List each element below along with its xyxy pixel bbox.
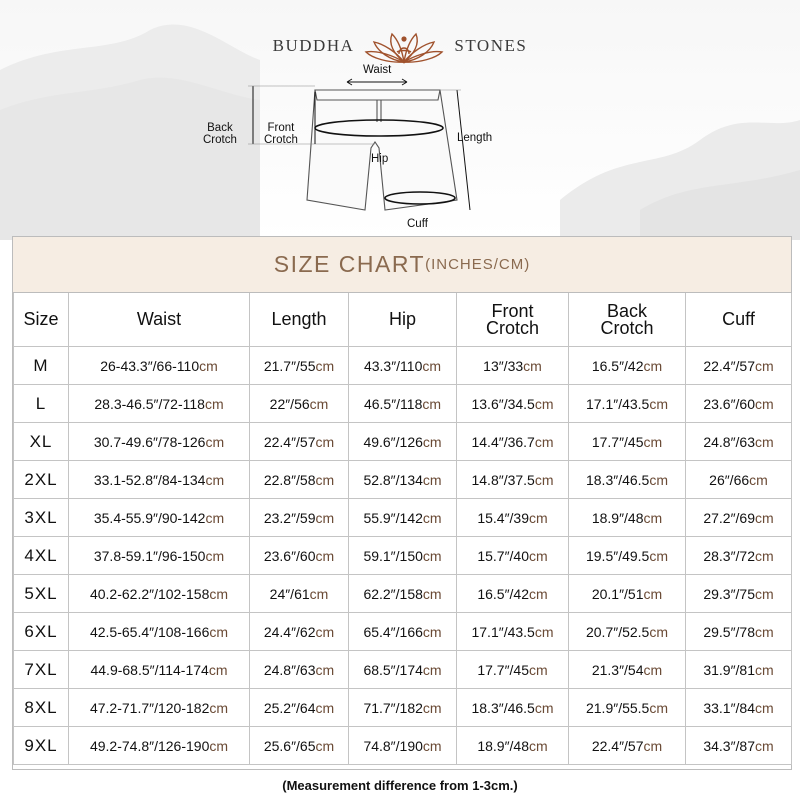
cell-waist — [69, 613, 250, 651]
cell-value: 5XL — [24, 583, 58, 603]
cell-waist — [69, 651, 250, 689]
unit-cm: cm — [315, 433, 335, 450]
cell-front-crotch — [457, 537, 569, 575]
size-chart-body — [14, 347, 792, 765]
cell-value: 43.3″/110 — [363, 357, 423, 374]
cell-value: M — [33, 355, 49, 375]
cell-length — [250, 499, 349, 537]
cell-waist — [69, 461, 250, 499]
cell-value: 20.7″/52.5 — [585, 623, 650, 640]
unit-cm: cm — [315, 699, 335, 716]
cell-front-crotch — [457, 651, 569, 689]
cell-size — [14, 689, 69, 727]
table-row — [14, 347, 792, 385]
cell-value: 52.8″/134 — [363, 471, 423, 488]
cell-value: 14.8″/37.5 — [471, 471, 535, 488]
cell-value: 65.4″/166 — [363, 623, 423, 640]
header-back-crotch-line1: Back — [606, 300, 648, 321]
cell-back-crotch — [569, 613, 686, 651]
cell-value: 30.7-49.6″/78-126 — [93, 433, 206, 450]
cell-length — [250, 613, 349, 651]
cell-value: 17.7″/45 — [477, 661, 529, 678]
unit-cm: cm — [534, 623, 554, 640]
cell-hip — [349, 347, 457, 385]
cell-back-crotch — [569, 689, 686, 727]
cell-value: 27.2″/69 — [703, 509, 755, 526]
cell-value: 34.3″/87 — [703, 737, 755, 754]
cell-value: 22″/56 — [269, 395, 310, 412]
cell-cuff — [686, 651, 792, 689]
cell-value: 31.9″/81 — [703, 661, 755, 678]
unit-cm: cm — [755, 661, 774, 678]
cell-length — [250, 537, 349, 575]
header-cuff — [686, 293, 792, 347]
cell-hip — [349, 727, 457, 765]
unit-cm: cm — [422, 547, 442, 564]
shorts-measurement-diagram — [195, 60, 525, 235]
unit-cm: cm — [529, 737, 548, 754]
cell-value: 25.2″/64 — [263, 699, 316, 716]
unit-cm: cm — [315, 357, 335, 374]
cell-back-crotch — [569, 499, 686, 537]
front-crotch-label-line1: Front — [267, 122, 295, 134]
cell-value: 18.3″/46.5 — [471, 699, 535, 716]
unit-cm: cm — [755, 585, 774, 602]
cuff-label: Cuff — [407, 218, 428, 230]
unit-cm: cm — [534, 395, 554, 412]
cell-waist — [69, 689, 250, 727]
cell-waist — [69, 537, 250, 575]
cell-value: 42.5-65.4″/108-166 — [89, 623, 210, 640]
cell-waist — [69, 575, 250, 613]
cell-value: 22.4″/57 — [263, 433, 316, 450]
cell-value: 16.5″/42 — [591, 357, 644, 374]
cell-length — [250, 651, 349, 689]
cell-value: 15.4″/39 — [477, 509, 529, 526]
cell-hip — [349, 689, 457, 727]
cell-value: 24.4″/62 — [263, 623, 316, 640]
header-front-crotch — [457, 293, 569, 347]
unit-cm: cm — [529, 547, 548, 564]
unit-cm: cm — [534, 699, 554, 716]
cell-cuff — [686, 461, 792, 499]
size-chart-title — [13, 237, 791, 293]
table-row — [14, 385, 792, 423]
unit-cm: cm — [199, 357, 218, 374]
unit-cm: cm — [315, 737, 335, 754]
cell-value: 24″/61 — [269, 585, 310, 602]
cell-value: 71.7″/182 — [363, 699, 423, 716]
cell-value: 21.9″/55.5 — [585, 699, 650, 716]
measurement-footnote: (Measurement difference from 1-3cm.) — [282, 778, 518, 793]
cell-value: 49.2-74.8″/126-190 — [89, 737, 210, 754]
unit-cm: cm — [523, 357, 542, 374]
unit-cm: cm — [755, 699, 774, 716]
cell-size — [14, 727, 69, 765]
cell-value: 25.6″/65 — [263, 737, 316, 754]
cell-back-crotch — [569, 347, 686, 385]
cell-cuff — [686, 689, 792, 727]
cell-value: 23.6″/60 — [703, 395, 755, 412]
cell-cuff — [686, 613, 792, 651]
cell-front-crotch — [457, 461, 569, 499]
cell-value: 18.9″/48 — [477, 737, 529, 754]
cell-value: 55.9″/142 — [363, 509, 423, 526]
unit-cm: cm — [422, 471, 442, 488]
cell-waist — [69, 385, 250, 423]
cell-back-crotch — [569, 423, 686, 461]
lotus-meditation-icon — [364, 28, 444, 64]
cell-length — [250, 727, 349, 765]
unit-cm: cm — [315, 471, 335, 488]
cell-cuff — [686, 423, 792, 461]
unit-cm: cm — [209, 737, 229, 754]
unit-cm: cm — [422, 661, 442, 678]
back-crotch-label-line1: Back — [207, 122, 233, 134]
table-row — [14, 537, 792, 575]
cell-value: 29.5″/78 — [703, 623, 755, 640]
cell-waist — [69, 347, 250, 385]
table-row — [14, 499, 792, 537]
cell-front-crotch — [457, 613, 569, 651]
cell-front-crotch — [457, 575, 569, 613]
cell-value: 19.5″/49.5 — [585, 547, 650, 564]
header-size-line1: Size — [23, 309, 59, 329]
cell-cuff — [686, 727, 792, 765]
cell-value: 22.4″/57 — [703, 357, 755, 374]
header-cuff-line1: Cuff — [722, 309, 755, 329]
cell-value: 20.1″/51 — [591, 585, 644, 602]
unit-cm: cm — [649, 547, 668, 564]
cell-value: 33.1″/84 — [703, 699, 755, 716]
unit-cm: cm — [529, 585, 548, 602]
unit-cm: cm — [309, 585, 329, 602]
header-waist — [69, 293, 250, 347]
cell-value: 6XL — [24, 621, 58, 641]
unit-cm: cm — [422, 585, 442, 602]
cell-hip — [349, 461, 457, 499]
unit-cm: cm — [205, 547, 225, 564]
cell-value: 49.6″/126 — [363, 433, 423, 450]
header-back-crotch-line2: Crotch — [600, 317, 654, 338]
cell-cuff — [686, 499, 792, 537]
cell-back-crotch — [569, 385, 686, 423]
cell-front-crotch — [457, 423, 569, 461]
cell-value: 2XL — [24, 469, 58, 489]
cell-value: XL — [29, 431, 53, 451]
unit-cm: cm — [208, 661, 228, 678]
cell-cuff — [686, 575, 792, 613]
header-hip-line1: Hip — [388, 309, 416, 329]
unit-cm: cm — [755, 357, 774, 374]
cell-value: 18.9″/48 — [591, 509, 644, 526]
cell-value: 14.4″/36.7 — [471, 433, 535, 450]
unit-cm: cm — [529, 661, 548, 678]
size-chart-header-row — [14, 293, 792, 347]
cell-value: 46.5″/118 — [363, 395, 423, 412]
brand-name-right: STONES — [454, 36, 528, 55]
cell-back-crotch — [569, 537, 686, 575]
cell-waist — [69, 727, 250, 765]
unit-cm: cm — [643, 357, 663, 374]
table-row — [14, 461, 792, 499]
unit-cm: cm — [422, 623, 442, 640]
cell-value: 23.6″/60 — [263, 547, 316, 564]
cell-value: 26-43.3″/66-110 — [100, 357, 200, 374]
cell-value: 17.1″/43.5 — [585, 395, 650, 412]
cell-waist — [69, 499, 250, 537]
unit-cm: cm — [749, 471, 768, 488]
cell-value: 24.8″/63 — [703, 433, 755, 450]
cell-hip — [349, 537, 457, 575]
cell-back-crotch — [569, 727, 686, 765]
unit-cm: cm — [422, 433, 442, 450]
table-row — [14, 613, 792, 651]
cell-value: 28.3″/72 — [703, 547, 755, 564]
unit-cm: cm — [755, 433, 774, 450]
cell-value: 22.8″/58 — [263, 471, 316, 488]
header-hip — [349, 293, 457, 347]
cell-value: 13.6″/34.5 — [471, 395, 535, 412]
cell-hip — [349, 499, 457, 537]
cell-size — [14, 575, 69, 613]
cell-cuff — [686, 385, 792, 423]
header-waist-line1: Waist — [136, 309, 182, 329]
unit-cm: cm — [755, 547, 774, 564]
cell-value: 16.5″/42 — [477, 585, 529, 602]
table-row — [14, 727, 792, 765]
cell-value: 29.3″/75 — [703, 585, 755, 602]
unit-cm: cm — [643, 661, 663, 678]
unit-cm: cm — [755, 737, 774, 754]
cell-value: 74.8″/190 — [363, 737, 423, 754]
cell-value: 17.1″/43.5 — [471, 623, 535, 640]
cell-value: 26″/66 — [709, 471, 750, 488]
header-back-crotch — [569, 293, 686, 347]
cell-front-crotch — [457, 689, 569, 727]
cell-value: 21.3″/54 — [591, 661, 644, 678]
table-row — [14, 651, 792, 689]
cell-value: 15.7″/40 — [477, 547, 529, 564]
cell-length — [250, 347, 349, 385]
brand-header — [0, 28, 800, 64]
cell-value: 7XL — [24, 659, 58, 679]
cell-size — [14, 613, 69, 651]
cell-size — [14, 499, 69, 537]
header-length-line1: Length — [271, 309, 327, 329]
cell-value: 4XL — [24, 545, 58, 565]
cell-value: L — [35, 393, 47, 413]
cell-front-crotch — [457, 727, 569, 765]
unit-cm: cm — [205, 471, 225, 488]
unit-cm: cm — [205, 433, 225, 450]
cell-length — [250, 461, 349, 499]
cell-size — [14, 537, 69, 575]
cell-value: 28.3-46.5″/72-118 — [94, 395, 205, 412]
unit-cm: cm — [649, 471, 668, 488]
cell-length — [250, 575, 349, 613]
cell-value: 35.4-55.9″/90-142 — [93, 509, 206, 526]
table-row — [14, 689, 792, 727]
length-label: Length — [457, 132, 493, 144]
cell-back-crotch — [569, 651, 686, 689]
unit-cm: cm — [204, 395, 224, 412]
shorts-illustration — [195, 60, 525, 235]
unit-cm: cm — [315, 623, 335, 640]
cell-hip — [349, 613, 457, 651]
unit-cm: cm — [209, 585, 229, 602]
cell-value: 59.1″/150 — [363, 547, 423, 564]
cell-value: 37.8-59.1″/96-150 — [93, 547, 206, 564]
header-front-crotch-line1: Front — [491, 300, 534, 321]
unit-cm: cm — [755, 623, 774, 640]
cell-value: 22.4″/57 — [591, 737, 644, 754]
cell-length — [250, 385, 349, 423]
unit-cm: cm — [422, 699, 442, 716]
cell-value: 40.2-62.2″/102-158 — [89, 585, 210, 602]
size-chart-table — [12, 236, 792, 770]
cell-size — [14, 347, 69, 385]
front-crotch-label — [264, 122, 298, 146]
cell-size — [14, 461, 69, 499]
cell-hip — [349, 423, 457, 461]
cell-front-crotch — [457, 499, 569, 537]
cell-back-crotch — [569, 575, 686, 613]
unit-cm: cm — [643, 509, 663, 526]
unit-cm: cm — [643, 585, 663, 602]
table-row — [14, 575, 792, 613]
unit-cm: cm — [534, 471, 554, 488]
cell-value: 44.9-68.5″/114-174 — [90, 661, 209, 678]
cell-front-crotch — [457, 347, 569, 385]
cell-value: 21.7″/55 — [263, 357, 316, 374]
cell-value: 33.1-52.8″/84-134 — [93, 471, 206, 488]
cell-value: 9XL — [24, 735, 58, 755]
header-length — [250, 293, 349, 347]
unit-cm: cm — [643, 433, 663, 450]
cell-hip — [349, 575, 457, 613]
cell-value: 3XL — [24, 507, 58, 527]
cell-size — [14, 651, 69, 689]
unit-cm: cm — [209, 623, 229, 640]
unit-cm: cm — [315, 661, 335, 678]
unit-cm: cm — [422, 395, 442, 412]
unit-cm: cm — [422, 737, 442, 754]
unit-cm: cm — [529, 509, 548, 526]
unit-cm: cm — [315, 547, 335, 564]
unit-cm: cm — [309, 395, 329, 412]
back-crotch-label — [203, 122, 237, 146]
cell-value: 18.3″/46.5 — [585, 471, 650, 488]
unit-cm: cm — [534, 433, 554, 450]
cell-hip — [349, 385, 457, 423]
cell-value: 17.7″/45 — [591, 433, 644, 450]
cell-cuff — [686, 347, 792, 385]
cell-back-crotch — [569, 461, 686, 499]
unit-cm: cm — [755, 509, 774, 526]
cell-value: 62.2″/158 — [363, 585, 423, 602]
cell-value: 47.2-71.7″/120-182 — [89, 699, 210, 716]
unit-cm: cm — [422, 357, 442, 374]
unit-cm: cm — [755, 395, 774, 412]
cell-front-crotch — [457, 385, 569, 423]
unit-cm: cm — [209, 699, 229, 716]
size-chart-grid — [13, 293, 792, 765]
unit-cm: cm — [649, 623, 668, 640]
unit-cm: cm — [649, 699, 668, 716]
unit-cm: cm — [649, 395, 668, 412]
cell-value: 13″/33 — [483, 357, 524, 374]
hip-label: Hip — [371, 153, 389, 165]
unit-cm: cm — [205, 509, 225, 526]
cell-value: 68.5″/174 — [363, 661, 423, 678]
cell-length — [250, 689, 349, 727]
unit-cm: cm — [643, 737, 663, 754]
cell-waist — [69, 423, 250, 461]
cell-size — [14, 385, 69, 423]
cell-hip — [349, 651, 457, 689]
size-chart-title-main: SIZE CHART — [273, 251, 426, 277]
waist-label: Waist — [363, 64, 392, 76]
cell-length — [250, 423, 349, 461]
cell-value: 23.2″/59 — [263, 509, 316, 526]
header-size — [14, 293, 69, 347]
header-front-crotch-line2: Crotch — [485, 317, 539, 338]
cell-cuff — [686, 537, 792, 575]
brand-name-left: BUDDHA — [272, 36, 355, 55]
cell-value: 8XL — [24, 697, 58, 717]
unit-cm: cm — [315, 509, 335, 526]
cell-size — [14, 423, 69, 461]
size-chart-title-unit: (INCHES/CM) — [425, 256, 531, 273]
unit-cm: cm — [422, 509, 442, 526]
front-crotch-label-line2: Crotch — [264, 134, 298, 146]
table-row — [14, 423, 792, 461]
back-crotch-label-line2: Crotch — [203, 134, 237, 146]
cell-value: 24.8″/63 — [263, 661, 316, 678]
